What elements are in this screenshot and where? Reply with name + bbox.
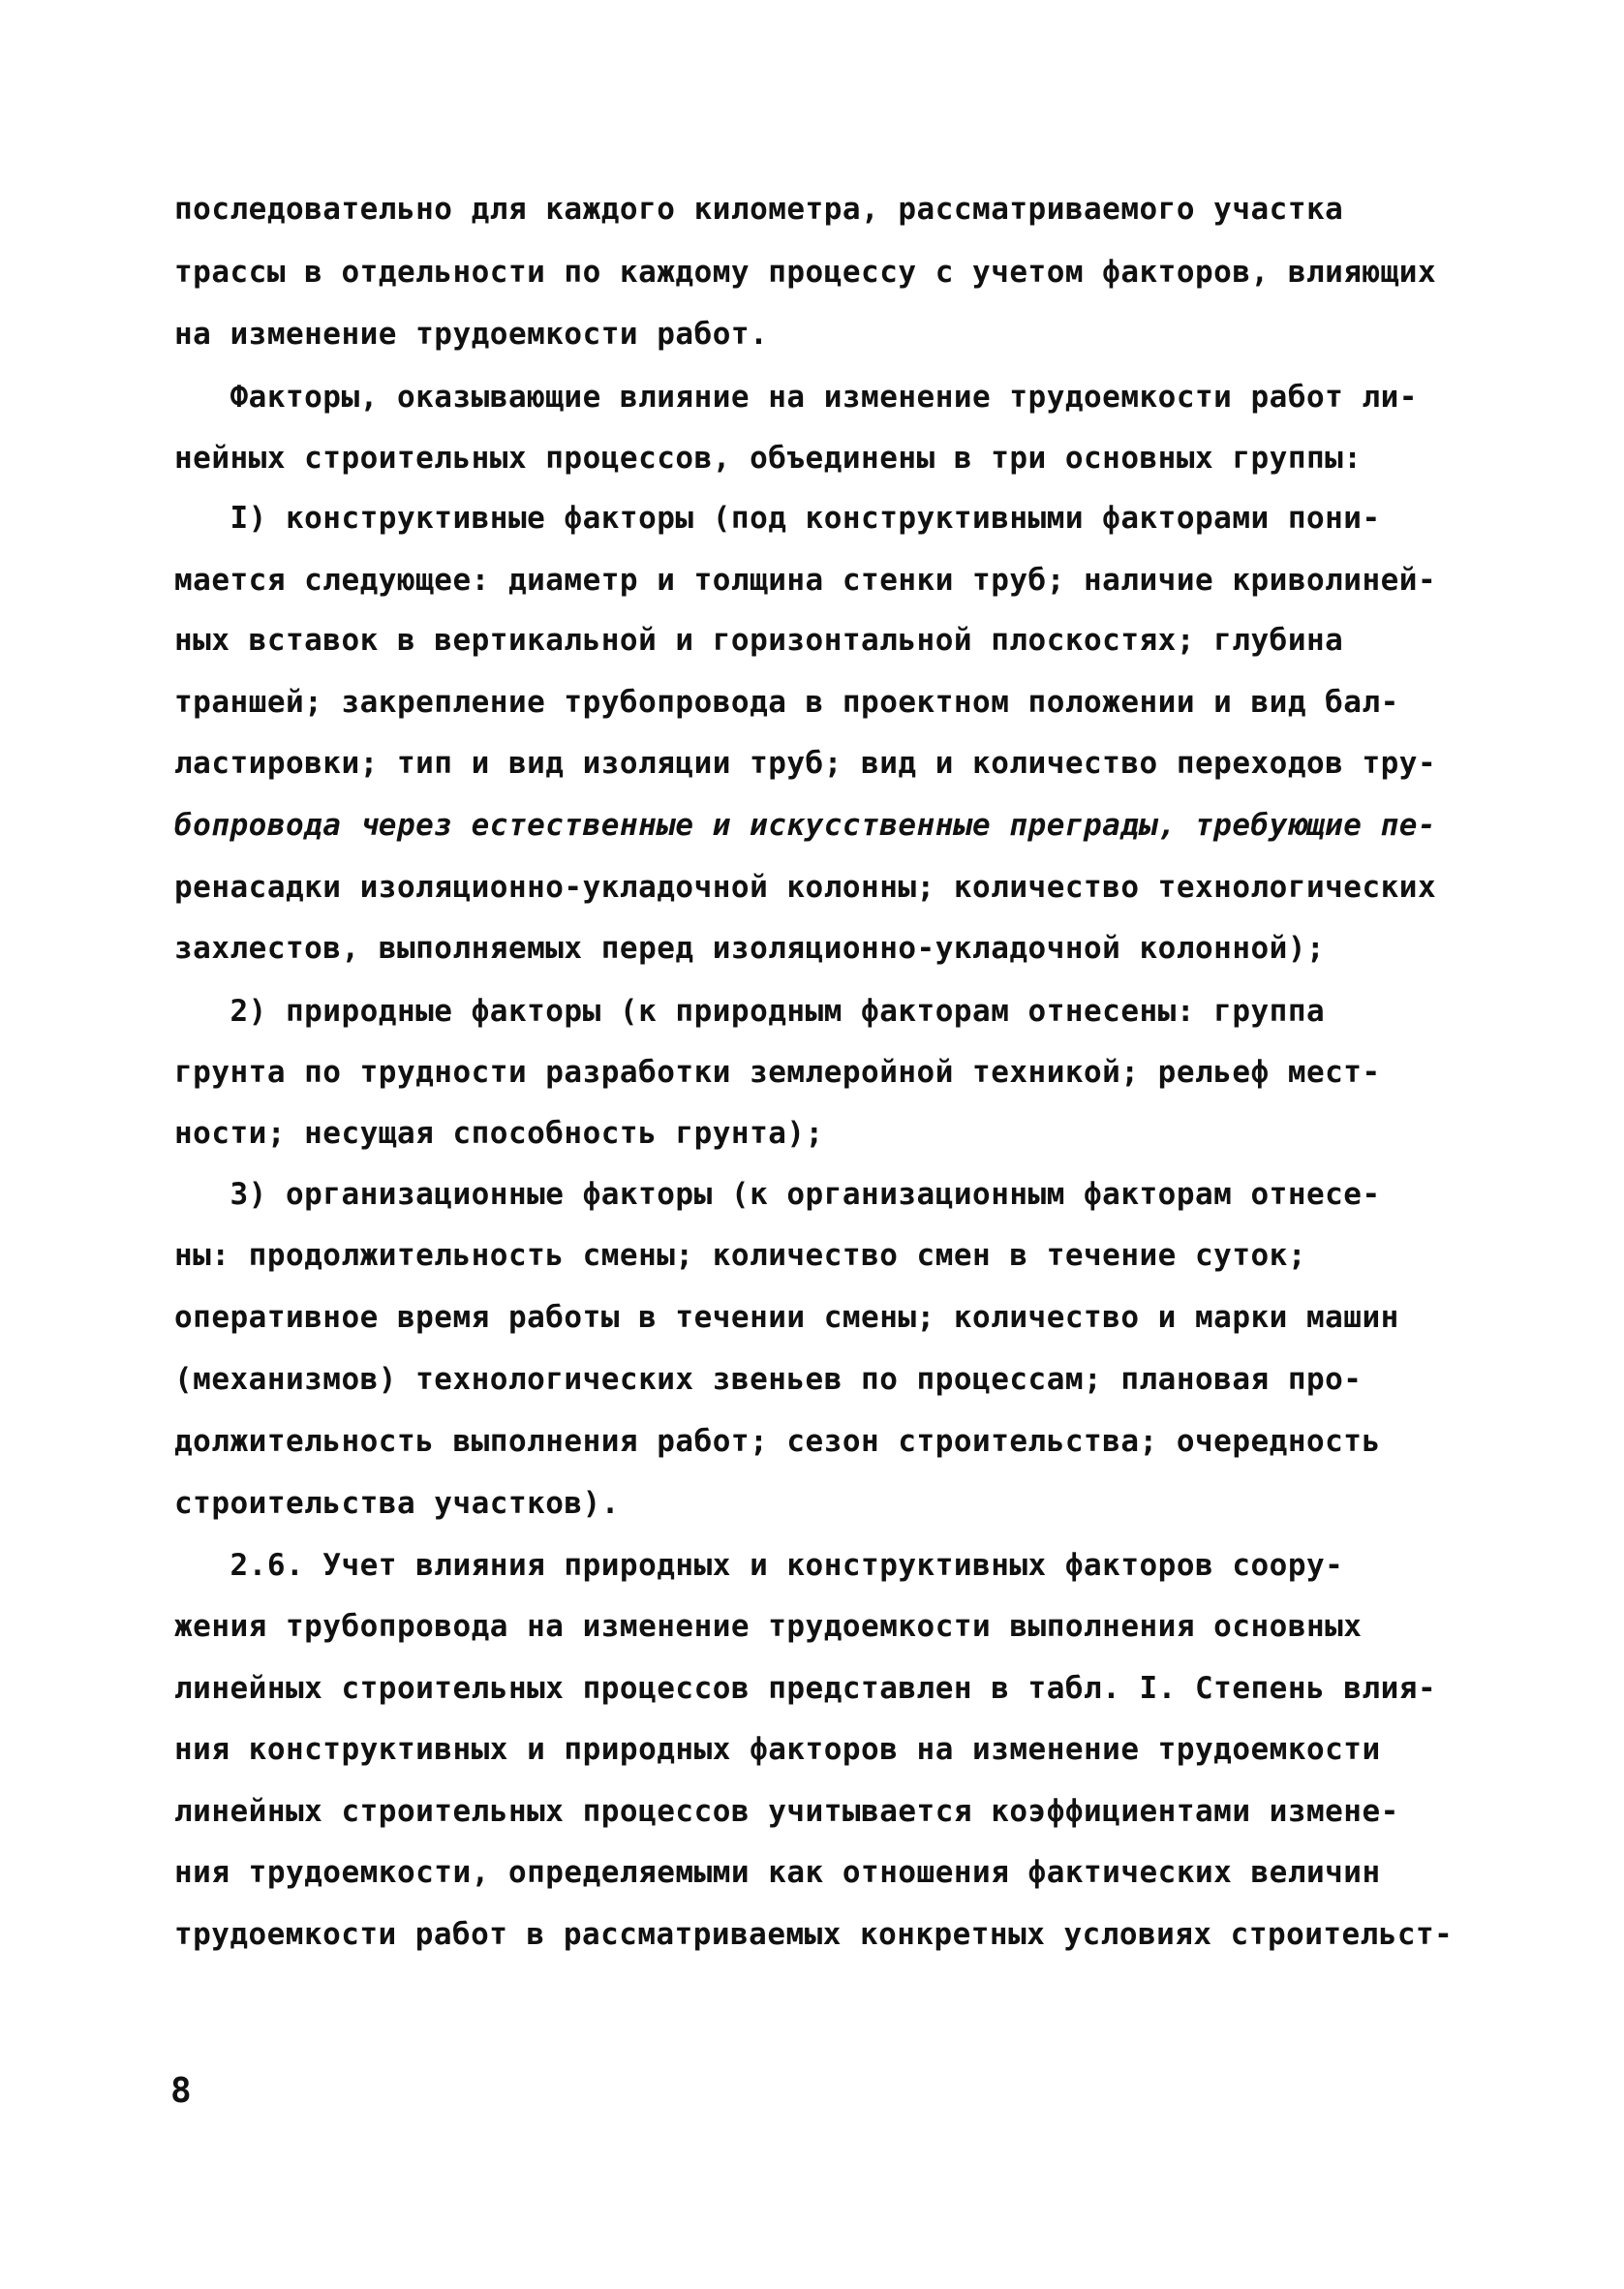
- text-line: линейных строительных процессов представлен в табл. I. Степень влия-: [174, 1671, 1437, 1706]
- text-line: ренасадки изоляционно-укладочной колонны; количество технологических: [174, 870, 1437, 905]
- text-line: 3) организационные факторы (к организационным факторам отнесе-: [174, 1177, 1381, 1212]
- text-line: ния конструктивных и природных факторов на изменение трудоемкости: [174, 1732, 1381, 1767]
- text-line: трудоемкости работ в рассматриваемых конкретных условиях строительст-: [174, 1917, 1454, 1952]
- text-line: траншей; закрепление трубопровода в проектном положении и вид бал-: [174, 685, 1399, 720]
- text-line: оперативное время работы в течении смены; количество и марки машин: [174, 1300, 1399, 1335]
- text-line: (механизмов) технологических звеньев по процессам; плановая про-: [174, 1362, 1363, 1397]
- text-line: строительства участков).: [174, 1486, 620, 1521]
- text-line: грунта по трудности разработки землеройной техникой; рельеф мест-: [174, 1055, 1381, 1090]
- text-line: последовательно для каждого километра, рассматриваемого участка: [174, 192, 1344, 227]
- text-line: мается следующее: диаметр и толщина стенки труб; наличие криволиней-: [174, 563, 1437, 598]
- text-line: 2.6. Учет влияния природных и конструктивных факторов соору-: [174, 1548, 1344, 1583]
- text-line: ности; несущая способность грунта);: [174, 1116, 824, 1151]
- text-line: линейных строительных процессов учитывается коэффициентами измене-: [174, 1794, 1399, 1829]
- text-line: нейных строительных процессов, объединены в три основных группы:: [174, 441, 1363, 476]
- text-line: жения трубопровода на изменение трудоемкости выполнения основных: [174, 1609, 1363, 1644]
- text-line: бопровода через естественные и искусственные преграды, требующие пе-: [174, 808, 1437, 843]
- text-line: ны: продолжительность смены; количество смен в течение суток;: [174, 1238, 1306, 1273]
- text-line: ластировки; тип и вид изоляции труб; вид и количество переходов тру-: [174, 746, 1437, 781]
- text-line: I) конструктивные факторы (под конструктивными факторами пони-: [174, 501, 1381, 536]
- text-line: трассы в отдельности по каждому процессу с учетом факторов, влияющих: [174, 255, 1437, 290]
- text-line: ния трудоемкости, определяемыми как отношения фактических величин: [174, 1855, 1381, 1890]
- text-line: должительность выполнения работ; сезон строительства; очередность: [174, 1424, 1381, 1459]
- text-line: Факторы, оказывающие влияние на изменение трудоемкости работ ли-: [174, 380, 1418, 415]
- page-number: 8: [170, 2071, 192, 2111]
- text-line: 2) природные факторы (к природным факторам отнесены: группа: [174, 994, 1326, 1029]
- text-line: захлестов, выполняемых перед изоляционно-укладочной колонной);: [174, 931, 1326, 966]
- text-line: на изменение трудоемкости работ.: [174, 317, 769, 352]
- text-line: ных вставок в вертикальной и горизонтальной плоскостях; глубина: [174, 623, 1344, 658]
